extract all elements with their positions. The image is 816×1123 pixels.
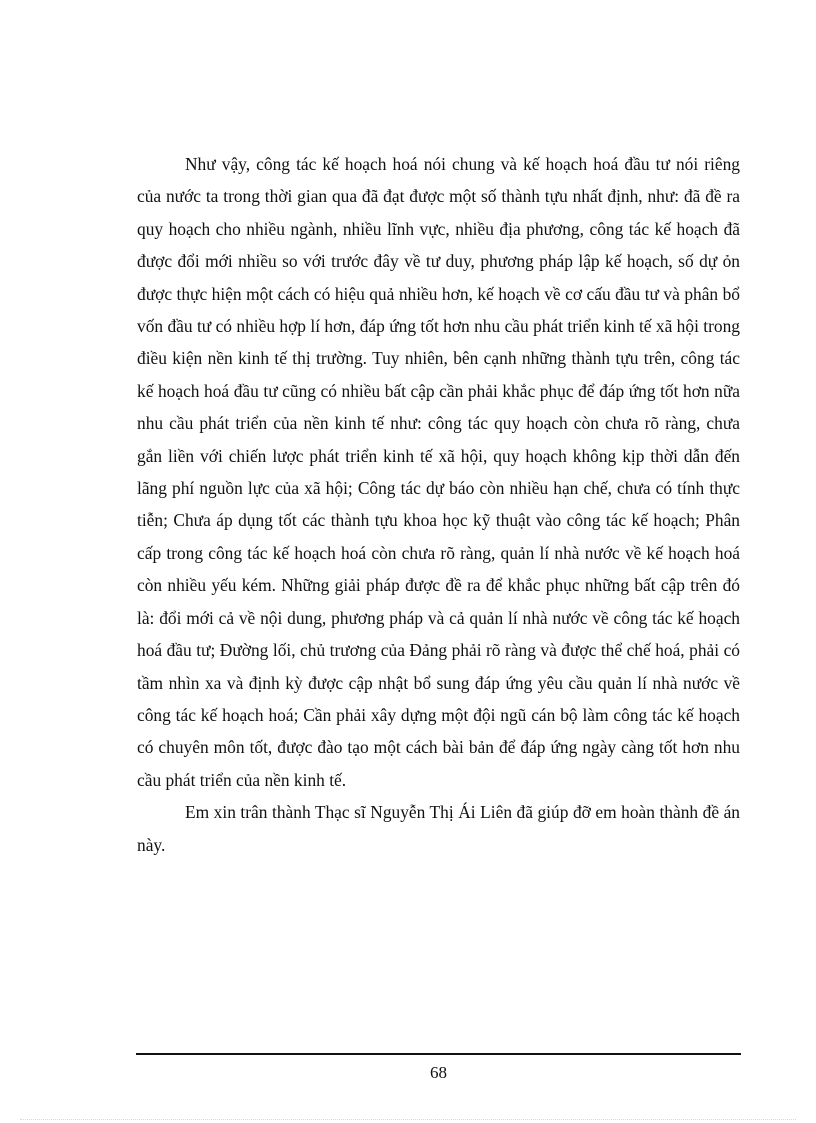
page-bottom-dotted-border bbox=[20, 1119, 796, 1120]
paragraph-acknowledgement: Em xin trân thành Thạc sĩ Nguyễn Thị Ái Liên đã giúp đỡ em hoàn thành đề án này. bbox=[137, 802, 740, 855]
paragraph-conclusion: Như vậy, công tác kế hoạch hoá nói chung và kế hoạch hoá đầu tư nói riêng của nước ta trong thời gian qua đã đạt được một số thành tựu nhất định, như: đã đề ra quy hoạch cho nhiều ngành, nhiều lĩnh vực, nhiều địa phương, công tác kế hoạch đã được đổi mới nhiều so với trước đây về tư duy, phương pháp lập kế hoạch, số dự ỏn được thực hiện một cách có hiệu quả nhiều hơn, kế hoạch về cơ cấu đầu tư và phân bổ vốn đầu tư có nhiều hợp lí hơn, đáp ứng tốt hơn nhu cầu phát triển kinh tế xã hội trong điều kiện nền kinh tế thị trường. Tuy nhiên, bên cạnh những thành tựu trên, công tác kế hoạch hoá đầu tư cũng có nhiều bất cập cần phải khắc phục để đáp ứng tốt hơn nữa nhu cầu phát triển của nền kinh tế như: công tác quy hoạch còn chưa rõ ràng, chưa gắn liền với chiến lược phát triển kinh tế xã hội, quy hoạch không kịp thời dẫn đến lãng phí nguồn lực của xã hội; Công tác dự báo còn nhiều hạn chế, chưa có tính thực tiễn; Chưa áp dụng tốt các thành tựu khoa học kỹ thuật vào công tác kế hoạch; Phân cấp trong công tác kế hoạch hoá còn chưa rõ ràng, quản lí nhà nước về kế hoạch hoá còn nhiều yếu kém. Những giải pháp được đề ra để khắc phục những bất cập trên đó là: đổi mới cả về nội dung, phương pháp và cả quản lí nhà nước về công tác kế hoạch hoá đầu tư; Đường lối, chủ trương của Đảng phải rõ ràng và được thể chế hoá, phải có tầm nhìn xa và định kỳ được cập nhật bổ sung đáp ứng yêu cầu quản lí nhà nước về công tác kế hoạch hoá; Cần phải xây dựng một đội ngũ cán bộ làm công tác kế hoạch có chuyên môn tốt, được đào tạo một cách bài bản để đáp ứng ngày càng tốt hơn nhu cầu phát triển của nền kinh tế. bbox=[137, 154, 740, 790]
body-text bbox=[137, 148, 740, 861]
page-number: 68 bbox=[430, 1063, 447, 1082]
footer-rule bbox=[136, 1053, 741, 1055]
